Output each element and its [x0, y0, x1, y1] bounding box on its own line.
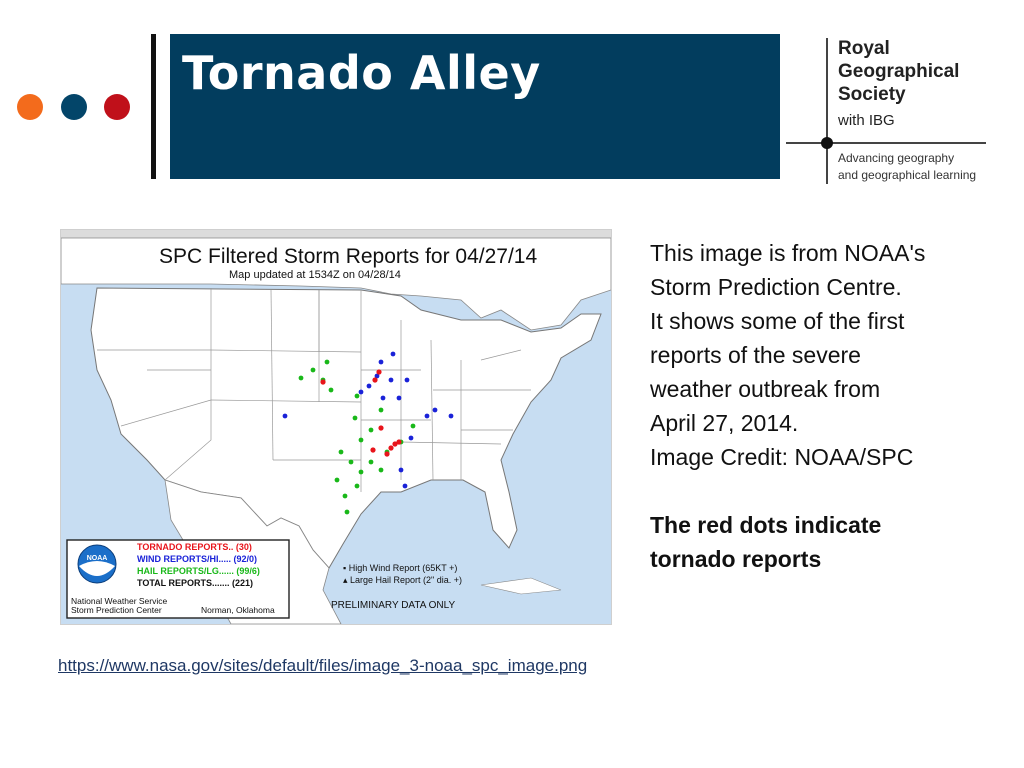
logo-tagline-line: and geographical learning — [838, 168, 977, 182]
wind-report-dot — [433, 408, 438, 413]
wind-report-dot — [397, 396, 402, 401]
description-line: Storm Prediction Centre. — [650, 274, 902, 300]
description-line: reports of the severe — [650, 342, 861, 368]
wind-report-dot — [409, 436, 414, 441]
tornado-report-dot — [396, 439, 401, 444]
hail-report-dot — [379, 408, 384, 413]
map-heading: SPC Filtered Storm Reports for 04/27/14 — [159, 245, 538, 268]
storm-reports-map-image — [60, 229, 612, 625]
tornado-report-dot — [388, 445, 393, 450]
logo-horizontal-line — [786, 142, 986, 144]
title-divider-bar — [151, 34, 156, 179]
wind-report-dot — [403, 484, 408, 489]
tornado-report-dot — [378, 425, 383, 430]
legend-agency-line2: Storm Prediction Center — [71, 605, 162, 615]
wind-report-dot — [379, 360, 384, 365]
title-banner — [170, 34, 780, 179]
description-line: Image Credit: NOAA/SPC — [650, 444, 914, 470]
description-line: This image is from NOAA's — [650, 240, 926, 266]
hail-report-dot — [299, 376, 304, 381]
hail-report-dot — [325, 360, 330, 365]
image-top-strip — [61, 230, 611, 238]
hail-report-dot — [359, 438, 364, 443]
wind-report-dot — [391, 352, 396, 357]
hail-report-dot — [369, 460, 374, 465]
legend-hail: HAIL REPORTS/LG...... (99/6) — [137, 566, 260, 576]
wind-report-dot — [389, 378, 394, 383]
logo-with-ibg: with IBG — [838, 112, 895, 129]
wind-report-dot — [367, 384, 372, 389]
description-line: It shows some of the first — [650, 308, 905, 334]
tornado-dots-note — [650, 508, 990, 576]
hail-report-dot — [335, 478, 340, 483]
slide-title: Tornado Alley — [182, 46, 541, 100]
symbol-large-hail: ▴ Large Hail Report (2" dia. +) — [343, 575, 463, 585]
wind-report-dot — [381, 396, 386, 401]
logo-tagline-line: Advancing geography — [838, 151, 955, 165]
storm-map-svg — [61, 230, 611, 624]
tornado-report-dot — [372, 377, 377, 382]
symbol-high-wind: ▪ High Wind Report (65KT +) — [343, 563, 458, 573]
wind-report-dot — [425, 414, 430, 419]
tornado-report-dot — [384, 451, 389, 456]
hail-report-dot — [353, 416, 358, 421]
logo-tagline — [838, 150, 976, 184]
description-line: April 27, 2014. — [650, 410, 799, 436]
logo-name — [838, 37, 959, 106]
note-line: tornado reports — [650, 546, 822, 572]
description-line: weather outbreak from — [650, 376, 881, 402]
legend-total: TOTAL REPORTS....... (221) — [137, 578, 254, 588]
tornado-report-dot — [376, 369, 381, 374]
hail-report-dot — [349, 460, 354, 465]
tornado-report-dot — [370, 447, 375, 452]
legend-location: Norman, Oklahoma — [201, 605, 275, 615]
rgs-logo — [786, 34, 996, 184]
logo-dot — [821, 137, 833, 149]
wind-report-dot — [449, 414, 454, 419]
hail-report-dot — [355, 394, 360, 399]
accent-dot-red — [104, 94, 130, 120]
noaa-badge-text: NOAA — [86, 555, 108, 562]
accent-dot-orange — [17, 94, 43, 120]
logo-name-line: Society — [838, 84, 906, 105]
hail-report-dot — [369, 428, 374, 433]
legend-tornado: TORNADO REPORTS.. (30) — [137, 542, 252, 552]
hail-report-dot — [343, 494, 348, 499]
hail-report-dot — [411, 424, 416, 429]
source-link[interactable]: https://www.nasa.gov/sites/default/files/image_3-noaa_spc_image.png — [58, 656, 588, 675]
legend-wind: WIND REPORTS/HI..... (92/0) — [137, 554, 258, 564]
hail-report-dot — [311, 368, 316, 373]
hail-report-dot — [329, 388, 334, 393]
logo-name-line: Geographical — [838, 61, 960, 82]
preliminary-data-label: PRELIMINARY DATA ONLY — [331, 600, 456, 611]
hail-report-dot — [379, 468, 384, 473]
legend-agency-line1: National Weather Service — [71, 596, 168, 606]
hail-report-dot — [355, 484, 360, 489]
accent-dot-navy — [61, 94, 87, 120]
note-line: The red dots indicate — [650, 512, 882, 538]
hail-report-dot — [345, 510, 350, 515]
logo-name-line: Royal — [838, 38, 890, 59]
description-text — [650, 236, 990, 474]
tornado-report-dot — [320, 379, 325, 384]
wind-report-dot — [405, 378, 410, 383]
hail-report-dot — [359, 470, 364, 475]
wind-report-dot — [283, 414, 288, 419]
wind-report-dot — [399, 468, 404, 473]
logo-vertical-line — [826, 38, 828, 184]
map-updated-text: Map updated at 1534Z on 04/28/14 — [229, 269, 401, 281]
wind-report-dot — [359, 390, 364, 395]
hail-report-dot — [339, 450, 344, 455]
